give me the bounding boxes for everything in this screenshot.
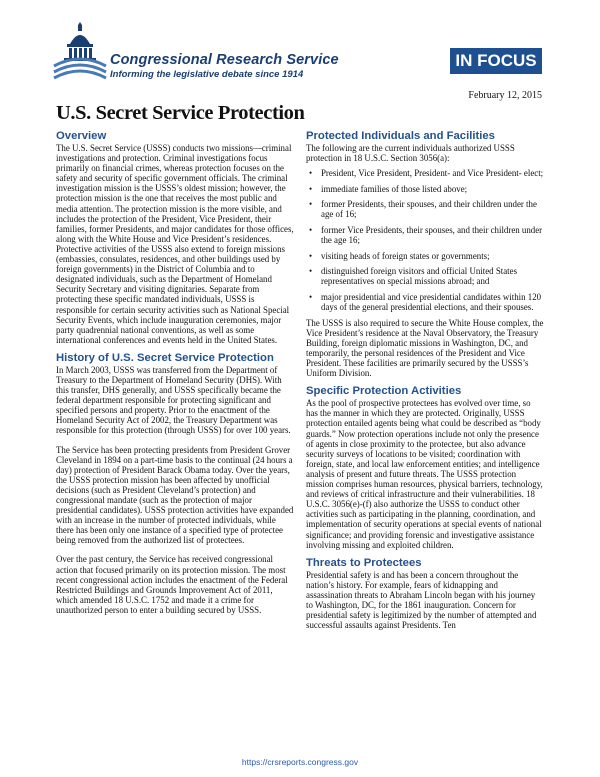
specific-activities-paragraph: As the pool of prospective protectees has evolved over time, so has the manner in which they are protected. Originally, USSS protection entailed agents being what could be described as “body guards.” Now protection operations include not only the presence of agents in close proximity to the protectee, but also advance security surveys of locations to be visited; coordination with foreign, state, and local law enforcement entities; and intelligence analysis of present and future threats. The USSS protection mission comprises human resources, physical barriers, technology, and reviews of critical infrastructure and their vulnerabilities. 18 U.S.C. 3056(e)-(f) also authorize the USSS to conduct other activities such as participating in the planning, coordination, and implementation of security operations at special events of national significance; and providing forensic and investigative assistance involving missing and exploited children. [306, 398, 543, 550]
bullet-icon: • [309, 292, 313, 303]
overview-paragraph: The U.S. Secret Service (USSS) conducts two missions—criminal investigations and protection. Criminal investigations focus primarily on financial crimes, whereas protection focuses on the safety and security of specific government officials. The criminal investigation mission is the USSS’s oldest mission; however, the protection mission is the one that receives the most public and media attention. The protection mission is the more visible, and includes the protection of the President, Vice President, their families, former Presidents, and major candidates for those offices, along with the White House and Vice President’s residences. Protective activities of the USSS also extend to foreign missions (embassies, consulates, residences, and other buildings used by foreign governments) in the District of Columbia and to designated individuals, such as the Department of Homeland Security Secretary and visiting dignitaries. Separate from protecting these specific mandated individuals, USSS is responsible for certain security activities such as National Special Security Events, which include inauguration ceremonies, major party quadrennial national conventions, as well as some international conferences and events held in the United States. [56, 143, 294, 345]
list-item: • former Presidents, their spouses, and their children under the age of 16; [309, 199, 537, 220]
bullet-icon: • [309, 183, 313, 194]
history-heading: History of U.S. Secret Service Protection [56, 351, 274, 364]
bullet-icon: • [309, 168, 313, 179]
specific-activities-heading: Specific Protection Activities [306, 385, 462, 398]
bullet-icon: • [309, 266, 313, 277]
bullet-icon: • [309, 225, 313, 236]
org-name: Congressional Research Service [110, 52, 339, 68]
in-focus-badge: IN FOCUS [450, 48, 542, 74]
right-column [306, 130, 544, 630]
footer-link[interactable]: https://crsreports.congress.gov [241, 757, 359, 767]
history-paragraph-1: In March 2003, USSS was transferred from the Department of Treasury to the Department of Homeland Security (DHS). With this transfer, DHS generally, and USSS specifically became the federal department responsible for protecting significant and specified persons and property. Prior to the enactment of the Homeland Security Act of 2002, the Treasury Department was responsible for this protection (through USSS) for over 100 years. [56, 364, 291, 436]
protected-facilities-paragraph: The USSS is also required to secure the White House complex, the Vice President’s residence at the Naval Observatory, the Treasury Building, foreign diplomatic missions in Washington, DC, and temporarily, the personal residences of the President and Vice President. These facilities are primarily secured by the USSS’s Uniform Division. [306, 317, 544, 379]
list-item: • visiting heads of foreign states or governments; [309, 250, 490, 261]
protected-intro: The following are the current individuals authorized USSS protection in 18 U.S.C. Section 3056(a): [306, 143, 515, 164]
threats-heading: Threats to Protectees [306, 556, 422, 569]
report-header [0, 0, 600, 90]
left-column [56, 130, 294, 615]
capitol-dome-icon [52, 22, 108, 80]
list-item: • major presidential and vice presidential candidates within 120 days of the general presidential elections, and their spouses. [309, 292, 542, 313]
protectee-list [306, 168, 544, 312]
history-paragraph-2: The Service has been protecting presidents from President Grover Cleveland in 1894 on a part-time basis to the continual (24 hours a day) protection of President Barack Obama today. Over the years, the USSS protection mission has been affected by unofficial decisions (such as President Cleveland’s protection) and congressional mandate (such as the protection of major presidential candidates). USSS protection activities have expanded with an increase in the number of protected individuals, while there has been only one instance of a specified type of protectee being removed from the authorized list of protectees. [56, 444, 294, 546]
overview-heading: Overview [56, 130, 107, 142]
threats-paragraph: Presidential safety is and has been a concern throughout the nation’s history. For example, fears of kidnapping and assassination threats to Abraham Lincoln began with his journey to Washington, DC, for the 1861 inauguration. Concern for presidential safety is legitimized by the number of attempted and successful assaults against Presidents. Ten [306, 569, 537, 631]
org-tagline: Informing the legislative debate since 1914 [110, 69, 304, 80]
list-item: • former Vice Presidents, their spouses, and their children under the age 16; [309, 225, 543, 246]
list-item: • distinguished foreign visitors and official United States representatives on special missions abroad; and [309, 266, 518, 287]
list-item: • immediate families of those listed above; [309, 183, 468, 194]
publication-date: February 12, 2015 [468, 90, 542, 101]
page-title: U.S. Secret Service Protection [56, 102, 305, 124]
list-item: • President, Vice President, President- and Vice President- elect; [309, 168, 544, 179]
history-paragraph-3: Over the past century, the Service has received congressional action that focused primarily on its protection mission. The most recent congressional action includes the enactment of the Federal Restricted Buildings and Grounds Improvement Act of 2011, which amended 18 U.S.C. 1752 and made it a crime for unauthorized person to enter a building secured by USSS. [56, 554, 288, 615]
protected-heading: Protected Individuals and Facilities [306, 130, 495, 142]
bullet-icon: • [309, 250, 313, 261]
bullet-icon: • [309, 199, 313, 210]
